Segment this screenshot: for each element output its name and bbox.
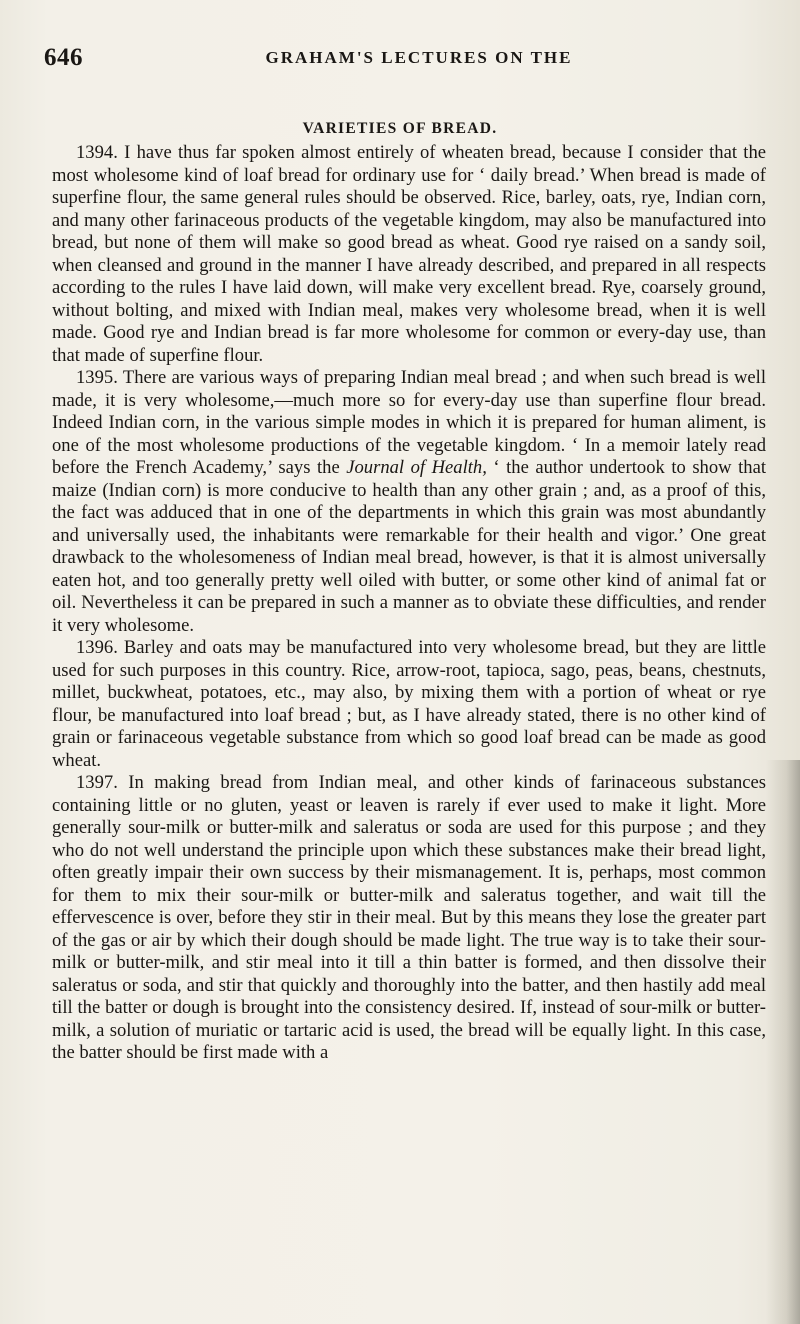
- paragraph-number: 1394.: [76, 142, 118, 163]
- page-edge-shadow: [766, 760, 800, 1324]
- paragraph-number: 1396.: [76, 637, 118, 658]
- paragraph-text: In making bread from Indian meal, and other kinds of farinaceous substances containing little or no gluten, yeast or leaven is rarely if ever used to make it light. More generally sour-milk or butter-milk and saleratus or soda are used for this purpose ; and they who do not well understand the principle upon which these substances make their bread light, often greatly impair their own success by their mismanagement. It is, perhaps, most common for them to mix their sour-milk or butter-milk and saleratus together, and wait till the effervescence is over, before they stir in their meal. But by this means they lose the greater part of the gas or air by which their dough should be made light. The true way is to take their sour-milk or butter-milk, and stir meal into it till a thin batter is formed, and then dissolve their saleratus or soda, and stir that quickly and thoroughly into the batter, and then hastily add meal till the batter or dough is brought into the consistency desired. If, instead of sour-milk or butter-milk, a solution of muriatic or tartaric acid is used, the bread will be equally light. In this case, the batter should be first made with a: [52, 772, 767, 1063]
- paragraph-1396: [52, 637, 766, 772]
- paragraph-text: There are various ways of preparing Indian meal bread ; and when such bread is well made, it is very wholesome,—much more so for every-day use than superfine flour bread. Indeed Indian corn, in the various simple modes in which it is prepared for human aliment, is one of the most wholesome productions of the vegetable kingdom. ‘ In a memoir lately read before the French Academy,’ says the: [52, 367, 766, 478]
- paragraph-1394: [52, 142, 766, 367]
- running-head: GRAHAM'S LECTURES ON THE: [265, 48, 573, 67]
- paragraph-text: Barley and oats may be manufactured into very wholesome bread, but they are little used for such purposes in this country. Rice, arrow-root, tapioca, sago, peas, beans, chestnuts, millet, buckwheat, potatoes, etc., may also, by mixing them with a portion of wheat or rye flour, be manufactured into loaf bread ; but, as I have already stated, there is no other kind of grain or farinaceous vegetable substance from which so good loaf bread can be made as good wheat.: [52, 637, 766, 771]
- section-title: VARIETIES OF BREAD.: [302, 120, 498, 137]
- paragraph-text: I have thus far spoken almost entirely of wheaten bread, because I consider that the most wholesome kind of loaf bread for ordinary use for ‘ daily bread.’ When bread is made of superfine flour, the same general rules should be observed. Rice, barley, oats, rye, Indian corn, and many other farinaceous products of the vegetable kingdom, may also be manufactured into bread, but none of them will make so good bread as wheat. Good rye raised on a sandy soil, when cleansed and ground in the manner I have already described, and prepared in all respects according to the rules I have laid down, will make very excellent bread. Rye, coarsely ground, without bolting, and mixed with Indian meal, makes very wholesome bread, when it is well made. Good rye and Indian bread is far more wholesome for common or every-day use, than that made of superfine flour.: [52, 142, 766, 366]
- paragraph-number: 1395.: [76, 367, 118, 388]
- page-number: 646: [44, 44, 83, 71]
- paragraph-text: ‘ the author undertook to show that maize (Indian corn) is more conducive to health than any other grain ; and, as a proof of this, the fact was adduced that in one of the departments in which this grain was most abundantly and universally used, the inhabitants were remarkable for their health and vigor.’ One great drawback to the wholesomeness of Indian meal bread, however, is that it is almost universally eaten hot, and too generally pretty well oiled with butter, or some other kind of animal fat or oil. Nevertheless it can be prepared in such a manner as to obviate these difficulties, and render it very wholesome.: [52, 457, 766, 636]
- page-header: [44, 44, 764, 80]
- paragraph-1397: [52, 772, 766, 1065]
- paragraph-number: 1397.: [76, 772, 118, 793]
- journal-title: Journal of Health,: [346, 457, 487, 478]
- body-text: [52, 142, 766, 1065]
- paragraph-1395: [52, 367, 766, 637]
